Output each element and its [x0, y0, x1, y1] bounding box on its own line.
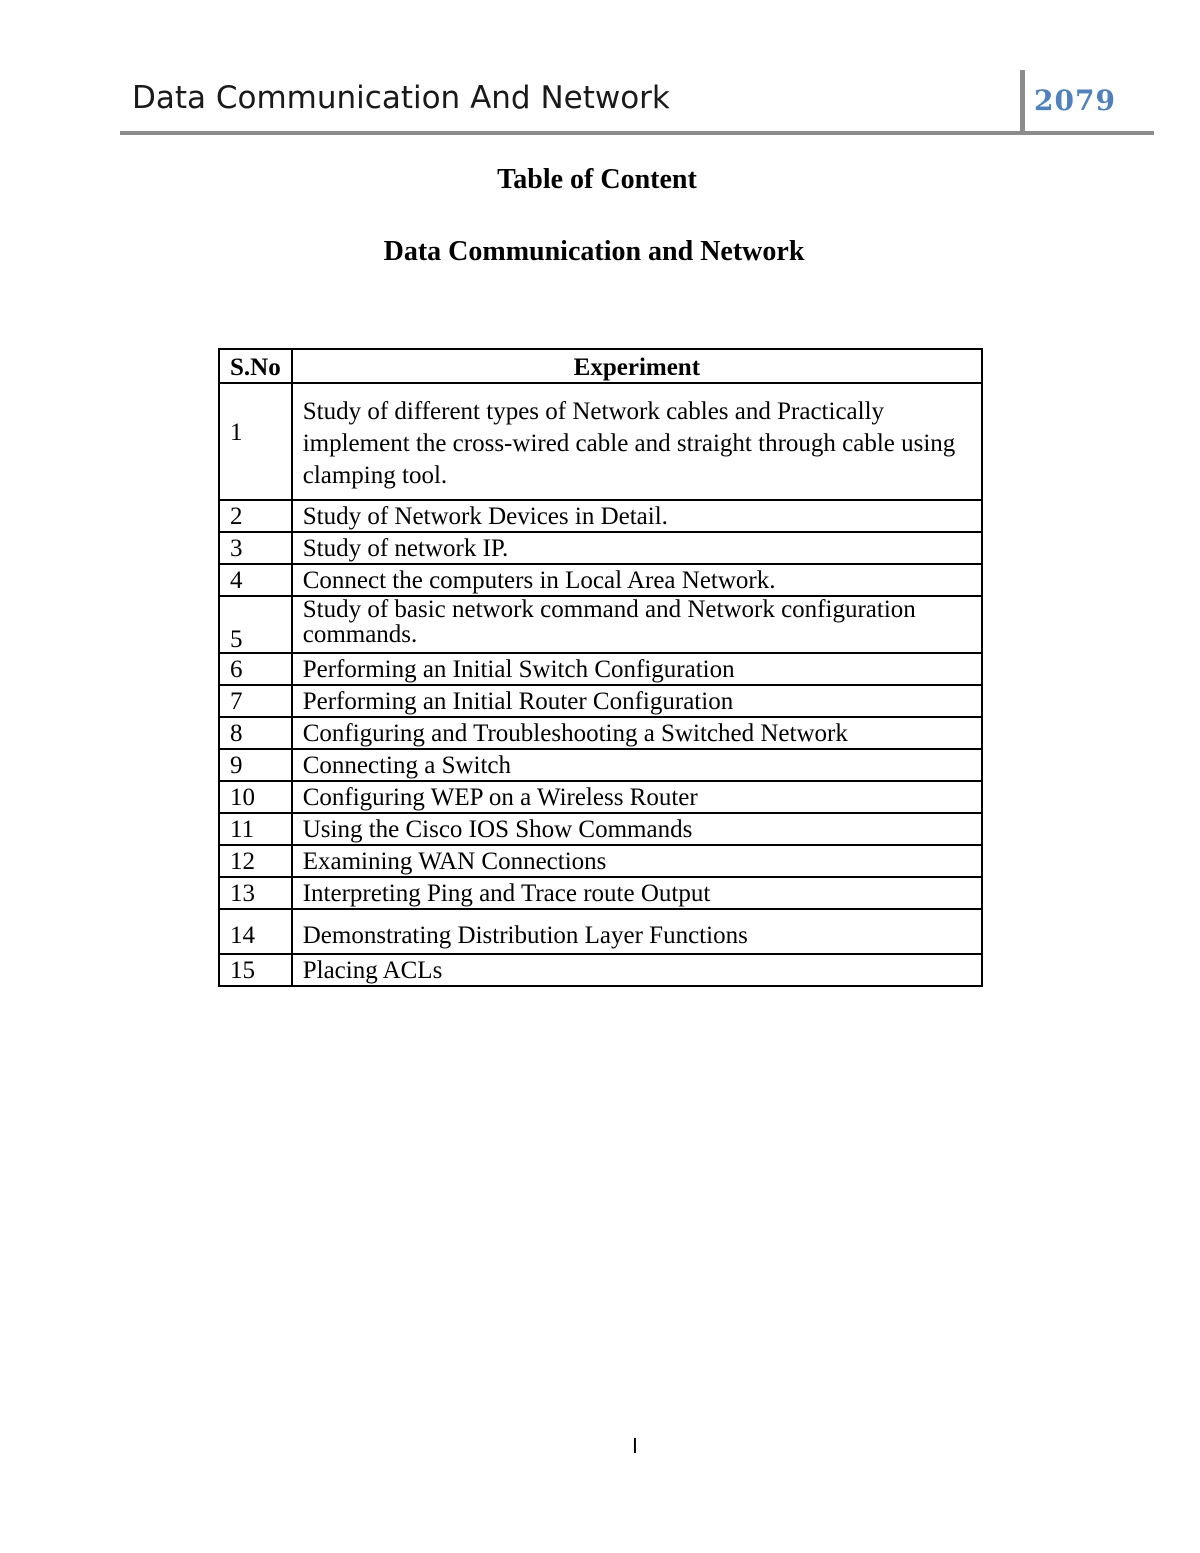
row-sno: 11 — [219, 813, 292, 845]
page-header — [120, 70, 1154, 136]
row-sno: 10 — [219, 781, 292, 813]
column-header-sno: S.No — [219, 349, 292, 383]
table-row — [219, 717, 982, 749]
row-sno: 8 — [219, 717, 292, 749]
table-row — [219, 845, 982, 877]
row-experiment: Using the Cisco IOS Show Commands — [292, 813, 982, 845]
row-sno: 9 — [219, 749, 292, 781]
row-experiment: Placing ACLs — [292, 954, 982, 986]
row-experiment: Configuring and Troubleshooting a Switched Network — [292, 717, 982, 749]
page-number: I — [632, 1434, 638, 1458]
table-row — [219, 500, 982, 532]
table-row — [219, 564, 982, 596]
header-title: Data Communication And Network — [132, 80, 670, 116]
row-experiment: Connecting a Switch — [292, 749, 982, 781]
row-experiment: Configuring WEP on a Wireless Router — [292, 781, 982, 813]
row-sno: 13 — [219, 877, 292, 909]
row-sno: 1 — [219, 383, 292, 500]
row-experiment: Performing an Initial Switch Configuration — [292, 653, 982, 685]
table-row — [219, 813, 982, 845]
column-header-experiment: Experiment — [292, 349, 982, 383]
row-experiment: Study of different types of Network cables and Practically implement the cross-wired cable and straight through cable using clamping tool. — [292, 383, 982, 500]
row-sno: 2 — [219, 500, 292, 532]
row-experiment: Study of Network Devices in Detail. — [292, 500, 982, 532]
table-row — [219, 877, 982, 909]
row-sno: 14 — [219, 909, 292, 954]
row-experiment: Connect the computers in Local Area Network. — [292, 564, 982, 596]
table-row — [219, 909, 982, 954]
table-row — [219, 954, 982, 986]
row-experiment: Examining WAN Connections — [292, 845, 982, 877]
row-sno: 6 — [219, 653, 292, 685]
row-sno: 7 — [219, 685, 292, 717]
document-title: Table of Content — [497, 164, 697, 195]
header-year: 2079 — [1034, 84, 1116, 117]
table-row — [219, 383, 982, 500]
row-sno: 3 — [219, 532, 292, 564]
row-experiment: Performing an Initial Router Configuration — [292, 685, 982, 717]
header-rule — [120, 131, 1154, 135]
contents-table — [218, 348, 983, 987]
row-sno: 12 — [219, 845, 292, 877]
table-row — [219, 596, 982, 653]
table-row — [219, 781, 982, 813]
table-header-row — [219, 349, 982, 383]
row-experiment: Interpreting Ping and Trace route Output — [292, 877, 982, 909]
table-row — [219, 749, 982, 781]
row-experiment: Demonstrating Distribution Layer Functions — [292, 909, 982, 954]
row-experiment: Study of basic network command and Network configuration commands. — [292, 596, 982, 653]
table-row — [219, 685, 982, 717]
row-sno: 4 — [219, 564, 292, 596]
document-subtitle: Data Communication and Network — [383, 236, 805, 267]
row-sno: 5 — [219, 596, 292, 653]
row-experiment: Study of network IP. — [292, 532, 982, 564]
header-divider — [1020, 70, 1025, 133]
table-row — [219, 653, 982, 685]
row-sno: 15 — [219, 954, 292, 986]
table-row — [219, 532, 982, 564]
